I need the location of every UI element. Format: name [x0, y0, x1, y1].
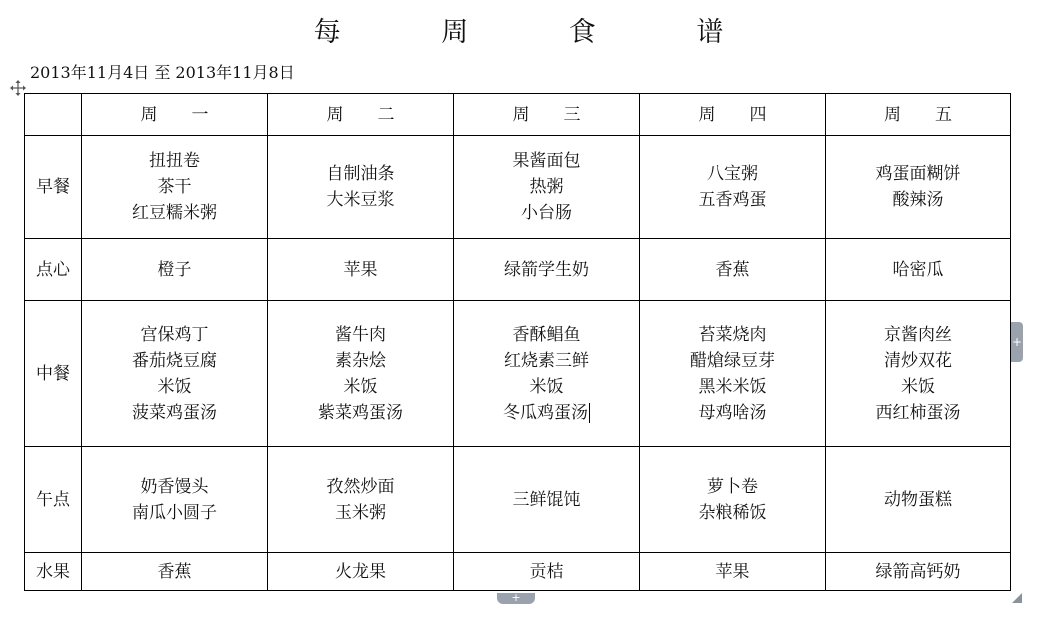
dish-item: 酸辣汤	[892, 190, 944, 210]
dish-item: 清炒双花	[884, 350, 952, 371]
dish-item: 动物蛋糕	[884, 489, 952, 510]
dish-item: 黑米米饭	[698, 376, 767, 397]
menu-cell[interactable]	[454, 553, 640, 591]
dish-item: 三鲜馄饨	[512, 489, 581, 510]
dish-item: 米饭	[157, 376, 192, 397]
day-header: 周 二	[268, 94, 454, 136]
dish-item: 杂粮稀饭	[698, 502, 767, 523]
menu-cell[interactable]	[82, 301, 268, 447]
meal-label: 点心	[25, 239, 82, 301]
menu-cell[interactable]	[82, 239, 268, 301]
dish-item: 米饭	[529, 376, 564, 397]
meal-label: 水果	[25, 553, 82, 591]
menu-cell[interactable]	[640, 553, 826, 591]
add-row-button[interactable]: +	[497, 593, 535, 604]
menu-cell[interactable]	[82, 447, 268, 553]
dish-item: 哈密瓜	[892, 259, 944, 280]
dish-item: 苹果	[715, 561, 750, 582]
meal-label: 早餐	[25, 136, 82, 239]
dish-item: 大米豆浆	[326, 190, 395, 210]
day-header: 周 五	[826, 94, 1011, 136]
menu-cell[interactable]	[826, 136, 1011, 239]
menu-cell[interactable]	[826, 239, 1011, 301]
dish-item: 绿箭高钙奶	[875, 561, 961, 582]
menu-cell[interactable]	[640, 447, 826, 553]
menu-cell[interactable]	[82, 553, 268, 591]
dish-item: 香酥鲳鱼	[512, 324, 581, 345]
day-header: 周 四	[640, 94, 826, 136]
dish-item: 自制油条	[326, 164, 395, 184]
dish-item: 热粥	[529, 177, 564, 197]
dish-item: 贡桔	[529, 561, 564, 582]
dish-item: 西红柿蛋汤	[875, 402, 961, 423]
menu-cell[interactable]	[268, 447, 454, 553]
dish-item: 鸡蛋面糊饼	[875, 164, 961, 184]
menu-cell[interactable]	[268, 239, 454, 301]
dish-item: 孜然炒面	[326, 476, 395, 497]
meal-label: 中餐	[25, 301, 82, 447]
table-row	[25, 301, 1011, 447]
text-cursor	[589, 403, 590, 423]
dish-item: 苹果	[343, 259, 378, 280]
dish-item: 绿箭学生奶	[504, 259, 589, 280]
day-header: 周 一	[82, 94, 268, 136]
dish-item: 冬瓜鸡蛋汤	[503, 402, 588, 423]
dish-item: 南瓜小圆子	[132, 502, 217, 523]
menu-cell[interactable]	[640, 301, 826, 447]
table-row	[25, 447, 1011, 553]
menu-cell[interactable]	[454, 301, 640, 447]
menu-cell[interactable]	[640, 136, 826, 239]
dish-item: 米饭	[343, 376, 378, 397]
table-row	[25, 136, 1011, 239]
dish-item: 扭扭卷	[149, 151, 200, 171]
menu-cell[interactable]	[640, 239, 826, 301]
menu-cell[interactable]	[268, 136, 454, 239]
menu-cell[interactable]	[268, 553, 454, 591]
dish-item: 紫菜鸡蛋汤	[318, 402, 403, 423]
page-title: 每 周 食 谱	[313, 17, 770, 48]
dish-item: 果酱面包	[512, 151, 581, 171]
dish-item: 酱牛肉	[335, 324, 386, 345]
dish-item: 米饭	[901, 376, 935, 397]
menu-cell[interactable]	[454, 136, 640, 239]
menu-cell[interactable]	[826, 553, 1011, 591]
dish-item: 母鸡啥汤	[698, 402, 767, 423]
date-range: 2013年11月4日 至 2013年11月8日	[30, 63, 295, 82]
menu-cell[interactable]	[826, 447, 1011, 553]
weekly-menu-table	[24, 93, 1011, 591]
add-column-button[interactable]: +	[1011, 322, 1023, 362]
table-header-row	[25, 94, 1011, 136]
dish-item: 小台肠	[521, 203, 572, 223]
dish-item: 茶干	[157, 177, 192, 197]
dish-item-with-cursor	[454, 400, 639, 426]
meal-label: 午点	[25, 447, 82, 553]
day-header: 周 三	[454, 94, 640, 136]
table-row	[25, 239, 1011, 301]
dish-item: 火龙果	[335, 561, 386, 582]
menu-cell[interactable]	[268, 301, 454, 447]
table-row	[25, 553, 1011, 591]
dish-item: 京酱肉丝	[884, 324, 952, 345]
dish-item: 萝卜卷	[707, 476, 758, 497]
dish-item: 五香鸡蛋	[698, 190, 767, 210]
dish-item: 菠菜鸡蛋汤	[132, 402, 217, 423]
dish-item: 宫保鸡丁	[140, 324, 209, 345]
dish-item: 苔菜烧肉	[698, 324, 767, 345]
dish-item: 香蕉	[715, 259, 750, 280]
dish-item: 奶香馒头	[140, 476, 209, 497]
dish-item: 素杂烩	[335, 350, 386, 371]
dish-item: 橙子	[157, 259, 192, 280]
menu-cell[interactable]	[454, 239, 640, 301]
dish-item: 香蕉	[157, 561, 192, 582]
dish-item: 八宝粥	[707, 164, 758, 184]
diagonal-resize-icon[interactable]	[1012, 593, 1022, 603]
corner-cell	[25, 94, 82, 136]
dish-item: 醋熗绿豆芽	[690, 350, 775, 371]
menu-cell[interactable]	[826, 301, 1011, 447]
menu-cell[interactable]	[454, 447, 640, 553]
dish-item: 番茄烧豆腐	[132, 350, 217, 371]
dish-item: 红烧素三鲜	[504, 350, 589, 371]
menu-cell[interactable]	[82, 136, 268, 239]
dish-item: 玉米粥	[335, 502, 386, 523]
dish-item: 红豆糯米粥	[132, 203, 217, 223]
